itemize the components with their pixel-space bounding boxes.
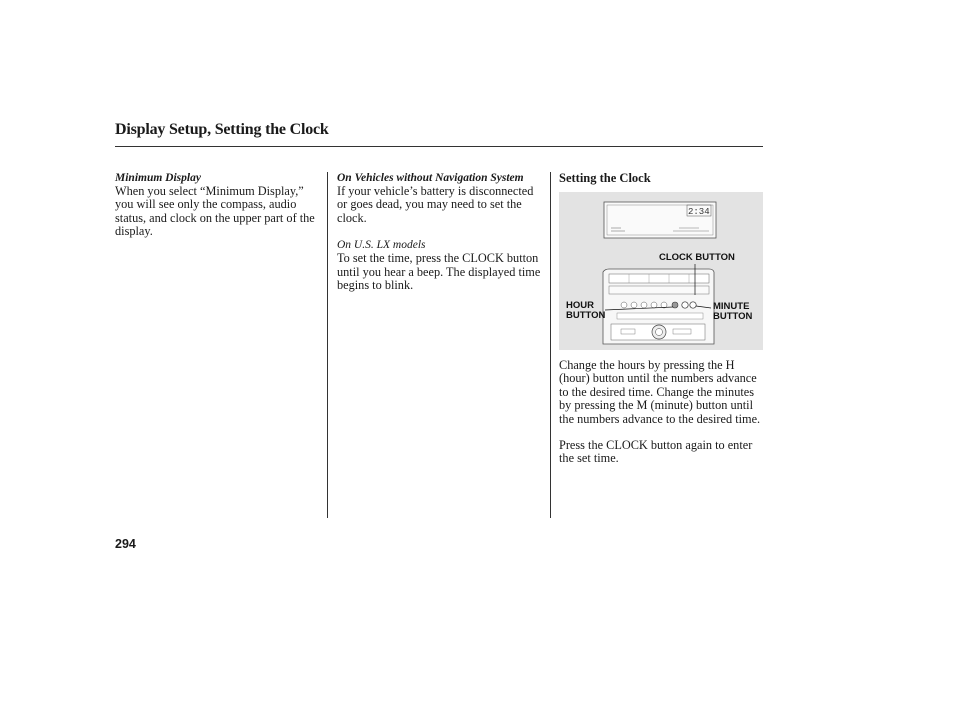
audio-unit-illustration xyxy=(559,192,763,350)
display-time: 2:34 xyxy=(688,207,710,217)
hour-button-label-line1: HOUR xyxy=(566,300,594,311)
audio-unit-figure xyxy=(559,192,763,350)
press-clock-again-text: Press the CLOCK button again to enter the set time. xyxy=(559,438,753,466)
clock-press-text: To set the time, press the CLOCK button until you hear a beep. The displayed time begins to blink. xyxy=(337,251,541,293)
column-setting-clock xyxy=(559,172,763,185)
setting-clock-heading: Setting the Clock xyxy=(559,171,651,185)
minute-button-label-line1: MINUTE xyxy=(713,301,750,312)
change-hours-minutes-text: Change the hours by pressing the H (hour) button until the numbers advance to the desired time. Change the minutes by pressing the M (minute) button until the numbers advance to the desired time. xyxy=(559,358,761,426)
column-minimum-display xyxy=(115,172,323,239)
column-without-navigation xyxy=(337,172,542,292)
column-divider-1 xyxy=(327,172,328,518)
minimum-display-text: When you select “Minimum Display,” you will see only the compass, audio status, and clock on the upper part of the display. xyxy=(115,184,315,239)
us-lx-models-note: On U.S. LX models xyxy=(337,239,426,252)
title-divider xyxy=(115,146,763,147)
page-title: Display Setup, Setting the Clock xyxy=(115,121,329,138)
without-navigation-heading: On Vehicles without Navigation System xyxy=(337,172,524,184)
column-divider-2 xyxy=(550,172,551,518)
setting-clock-instructions xyxy=(559,359,763,466)
page-number: 294 xyxy=(115,537,136,551)
minute-button-label-line2: BUTTON xyxy=(713,311,753,322)
hour-button-label-line2: BUTTON xyxy=(566,310,606,321)
clock-button-label: CLOCK BUTTON xyxy=(659,252,735,263)
minimum-display-heading: Minimum Display xyxy=(115,172,201,184)
battery-text: If your vehicle’s battery is disconnected or goes dead, you may need to set the clock. xyxy=(337,184,534,225)
